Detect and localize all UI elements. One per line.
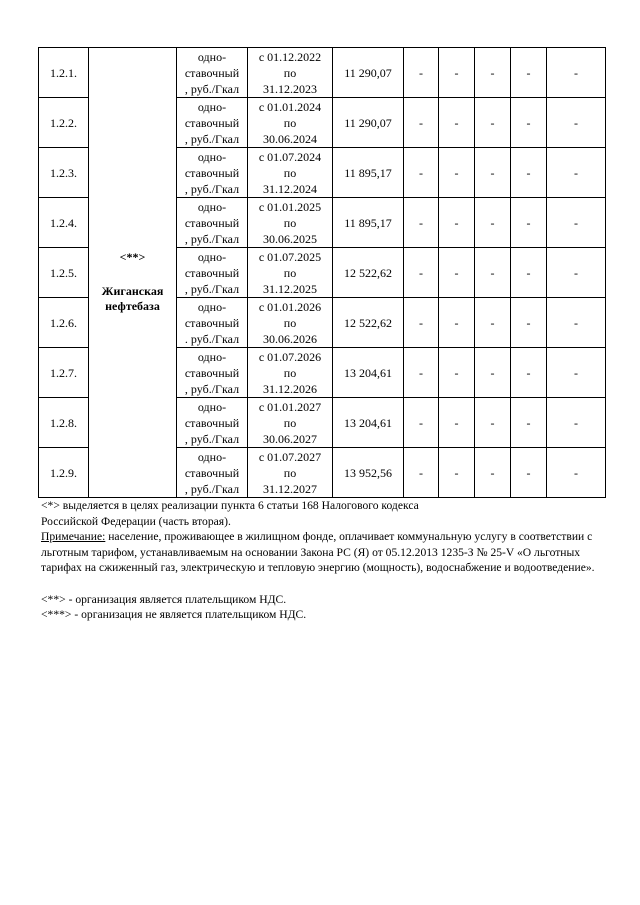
tariff-value: 11 290,07 xyxy=(333,48,404,98)
tariff-type-line: одно- xyxy=(197,149,227,164)
tariff-value: 13 204,61 xyxy=(333,398,404,448)
empty-value-dash: - xyxy=(439,198,475,248)
empty-value-dash: - xyxy=(547,448,606,498)
tariff-type-cell xyxy=(177,348,248,398)
tariff-table-body xyxy=(39,48,606,498)
period-line: с 01.07.2024 xyxy=(258,149,322,164)
tariff-type-line: ставочный xyxy=(184,215,240,230)
tariff-type-cell xyxy=(177,48,248,98)
tariff-type-line: одно- xyxy=(197,349,227,364)
tariff-type-line: , руб./Гкал xyxy=(184,431,240,446)
period-cell xyxy=(248,298,333,348)
tariff-type-line: одно- xyxy=(197,299,227,314)
organization-name: Жиганская нефтебаза xyxy=(101,283,164,313)
empty-value-dash: - xyxy=(475,198,511,248)
row-number: 1.2.9. xyxy=(39,448,89,498)
empty-value-dash: - xyxy=(439,48,475,98)
row-number: 1.2.6. xyxy=(39,298,89,348)
tariff-type-line: . руб./Гкал xyxy=(184,331,240,346)
tariff-type-line: ставочный xyxy=(184,115,240,130)
empty-value-dash: - xyxy=(439,398,475,448)
tariff-value: 13 952,56 xyxy=(333,448,404,498)
tariff-type-line: ставочный xyxy=(184,265,240,280)
period-line: по xyxy=(283,165,297,180)
period-line: с 01.07.2025 xyxy=(258,249,322,264)
tariff-type-line: одно- xyxy=(197,449,227,464)
period-line: с 01.01.2025 xyxy=(258,199,322,214)
period-line: 30.06.2024 xyxy=(263,131,317,146)
empty-value-dash: - xyxy=(404,198,439,248)
period-line: с 01.01.2024 xyxy=(258,99,322,114)
period-line: по xyxy=(283,265,297,280)
footnote-star-line1: <*> выделяется в целях реализации пункта 6 статьи 168 Налогового кодекса xyxy=(41,499,419,512)
empty-value-dash: - xyxy=(511,98,547,148)
tariff-type-line: , руб./Гкал xyxy=(184,181,240,196)
row-number: 1.2.5. xyxy=(39,248,89,298)
tariff-type-line: одно- xyxy=(197,249,227,264)
footnote-double-star: <**> - организация является плательщиком НДС. xyxy=(41,592,287,606)
empty-value-dash: - xyxy=(547,398,606,448)
tariff-value: 11 895,17 xyxy=(333,148,404,198)
tariff-type-line: одно- xyxy=(197,99,227,114)
tariff-table xyxy=(38,47,606,498)
period-line: с 01.12.2022 xyxy=(258,49,322,64)
organization-cell xyxy=(89,48,177,498)
empty-value-dash: - xyxy=(404,248,439,298)
period-cell xyxy=(248,348,333,398)
empty-value-dash: - xyxy=(547,348,606,398)
tariff-type-line: одно- xyxy=(197,399,227,414)
tariff-type-line: , руб./Гкал xyxy=(184,81,240,96)
empty-value-dash: - xyxy=(475,98,511,148)
empty-value-dash: - xyxy=(475,348,511,398)
empty-value-dash: - xyxy=(404,48,439,98)
empty-value-dash: - xyxy=(475,398,511,448)
empty-value-dash: - xyxy=(511,448,547,498)
tariff-type-line: ставочный xyxy=(184,165,240,180)
tariff-type-cell xyxy=(177,148,248,198)
period-line: по xyxy=(283,315,297,330)
remark xyxy=(41,529,611,576)
tariff-type-cell xyxy=(177,298,248,348)
empty-value-dash: - xyxy=(547,48,606,98)
period-line: с 01.07.2026 xyxy=(258,349,322,364)
empty-value-dash: - xyxy=(439,148,475,198)
empty-value-dash: - xyxy=(511,348,547,398)
tariff-value: 11 895,17 xyxy=(333,198,404,248)
tariff-type-cell xyxy=(177,448,248,498)
empty-value-dash: - xyxy=(439,348,475,398)
empty-value-dash: - xyxy=(439,98,475,148)
empty-value-dash: - xyxy=(547,198,606,248)
period-line: по xyxy=(283,365,297,380)
period-line: 30.06.2025 xyxy=(263,231,317,246)
empty-value-dash: - xyxy=(404,448,439,498)
period-cell xyxy=(248,398,333,448)
period-cell xyxy=(248,98,333,148)
period-cell xyxy=(248,48,333,98)
empty-value-dash: - xyxy=(511,48,547,98)
period-line: с 01.01.2027 xyxy=(258,399,322,414)
table-row xyxy=(39,48,606,98)
empty-value-dash: - xyxy=(404,98,439,148)
empty-value-dash: - xyxy=(404,148,439,198)
tariff-value: 11 290,07 xyxy=(333,98,404,148)
tariff-type-line: , руб./Гкал xyxy=(184,281,240,296)
period-line: по xyxy=(283,465,297,480)
empty-value-dash: - xyxy=(439,248,475,298)
tariff-type-line: , руб./Гкал xyxy=(184,231,240,246)
empty-value-dash: - xyxy=(439,298,475,348)
period-cell xyxy=(248,448,333,498)
row-number: 1.2.3. xyxy=(39,148,89,198)
tariff-value: 12 522,62 xyxy=(333,298,404,348)
row-number: 1.2.7. xyxy=(39,348,89,398)
period-line: 31.12.2024 xyxy=(263,181,317,196)
empty-value-dash: - xyxy=(511,198,547,248)
period-cell xyxy=(248,148,333,198)
footnote-triple-star: <***> - организация не является плательщиком НДС. xyxy=(41,608,307,621)
empty-value-dash: - xyxy=(547,248,606,298)
notes-section xyxy=(41,498,611,623)
period-line: 31.12.2027 xyxy=(263,481,317,496)
period-cell xyxy=(248,248,333,298)
tariff-value: 13 204,61 xyxy=(333,348,404,398)
period-line: по xyxy=(283,115,297,130)
tariff-type-line: одно- xyxy=(197,49,227,64)
row-number: 1.2.1. xyxy=(39,48,89,98)
period-line: 31.12.2026 xyxy=(263,381,317,396)
period-line: по xyxy=(283,415,297,430)
notes-gap xyxy=(41,576,611,592)
empty-value-dash: - xyxy=(475,248,511,298)
tariff-type-line: , руб./Гкал xyxy=(184,481,240,496)
empty-value-dash: - xyxy=(547,148,606,198)
organization-vat-mark: <**> xyxy=(119,249,146,264)
remark-label: Примечание: xyxy=(41,530,106,543)
row-number: 1.2.4. xyxy=(39,198,89,248)
row-number: 1.2.2. xyxy=(39,98,89,148)
empty-value-dash: - xyxy=(511,298,547,348)
period-line: с 01.07.2027 xyxy=(258,449,322,464)
tariff-type-line: ставочный xyxy=(184,365,240,380)
tariff-type-line: ставочный xyxy=(184,465,240,480)
empty-value-dash: - xyxy=(475,298,511,348)
empty-value-dash: - xyxy=(404,298,439,348)
period-line: по xyxy=(283,215,297,230)
empty-value-dash: - xyxy=(511,248,547,298)
period-line: с 01.01.2026 xyxy=(258,299,322,314)
empty-value-dash: - xyxy=(475,48,511,98)
tariff-type-line: ставочный xyxy=(184,65,240,80)
tariff-type-cell xyxy=(177,398,248,448)
tariff-type-cell xyxy=(177,198,248,248)
footnote-star-line2: Российской Федерации (часть вторая). xyxy=(41,514,231,528)
tariff-value: 12 522,62 xyxy=(333,248,404,298)
period-line: 31.12.2023 xyxy=(263,81,317,96)
tariff-type-line: , руб./Гкал xyxy=(184,381,240,396)
empty-value-dash: - xyxy=(475,448,511,498)
tariff-type-line: , руб./Гкал xyxy=(184,131,240,146)
empty-value-dash: - xyxy=(547,298,606,348)
empty-value-dash: - xyxy=(475,148,511,198)
period-line: 31.12.2025 xyxy=(263,281,317,296)
empty-value-dash: - xyxy=(404,348,439,398)
empty-value-dash: - xyxy=(547,98,606,148)
period-line: по xyxy=(283,65,297,80)
period-line: 30.06.2026 xyxy=(263,331,317,346)
empty-value-dash: - xyxy=(404,398,439,448)
remark-text: население, проживающее в жилищном фонде, оплачивает коммунальную услугу в соответствии с льготным тарифом, устанавливаемым на основании Закона РС (Я) от 05.12.2013 1235-З № 25-V «О льготных тарифах на сжиженный газ, электрическую и тепловую энергию (мощность), водоснабжение и водоотведение». xyxy=(41,530,595,574)
tariff-type-cell xyxy=(177,98,248,148)
tariff-type-cell xyxy=(177,248,248,298)
empty-value-dash: - xyxy=(511,398,547,448)
tariff-type-line: ставочный xyxy=(184,415,240,430)
empty-value-dash: - xyxy=(439,448,475,498)
row-number: 1.2.8. xyxy=(39,398,89,448)
tariff-type-line: ставочный xyxy=(184,315,240,330)
tariff-type-line: одно- xyxy=(197,199,227,214)
period-line: 30.06.2027 xyxy=(263,431,317,446)
empty-value-dash: - xyxy=(511,148,547,198)
period-cell xyxy=(248,198,333,248)
